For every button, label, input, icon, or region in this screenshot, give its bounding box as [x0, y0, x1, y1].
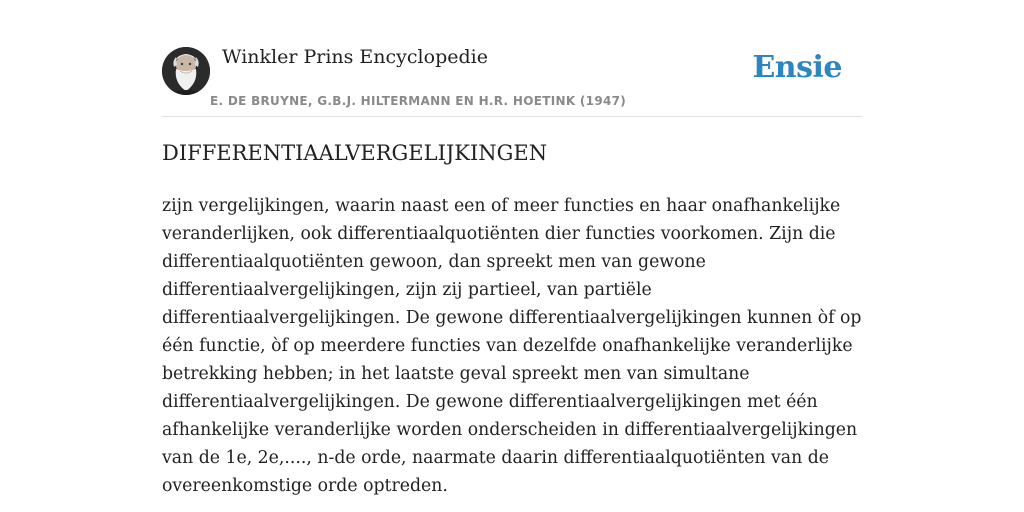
entry-body: zijn vergelijkingen, waarin naast een of meer functies en haar onafhankelijke veranderlijken, ook differentiaalquotiënten dier functies voorkomen. Zijn die differentiaalquotiënten gewoon, dan spreekt men van gewone differentiaalvergelijkingen, zijn zij partieel, van partiële differentiaalvergelijkingen. De gewone differentiaalvergelijkingen kunnen òf op één functie, òf op meerdere functies van dezelfde onafhankelijke veranderlijke betrekking hebben; in het laatste geval spreekt men van simultane differentiaalvergelijkingen. De gewone differentiaalvergelijkingen met één afhankelijke veranderlijke worden onderscheiden in differentiaalvergelijkingen van de 1e, 2e,...., n-de orde, naarmate daarin differentiaalquotiënten van de overeenkomstige orde optreden.	[162, 196, 862, 496]
header	[162, 44, 862, 117]
ensie-logo[interactable]: Ensie	[752, 50, 842, 85]
byline: E. DE BRUYNE, G.B.J. HILTERMANN EN H.R. HOETINK (1947)	[210, 94, 627, 108]
bearded-man-portrait-icon	[162, 47, 210, 95]
avatar[interactable]	[162, 47, 210, 95]
entry-title: DIFFERENTIAALVERGELIJKINGEN	[162, 141, 548, 165]
site-title[interactable]: Winkler Prins Encyclopedie	[222, 46, 488, 68]
